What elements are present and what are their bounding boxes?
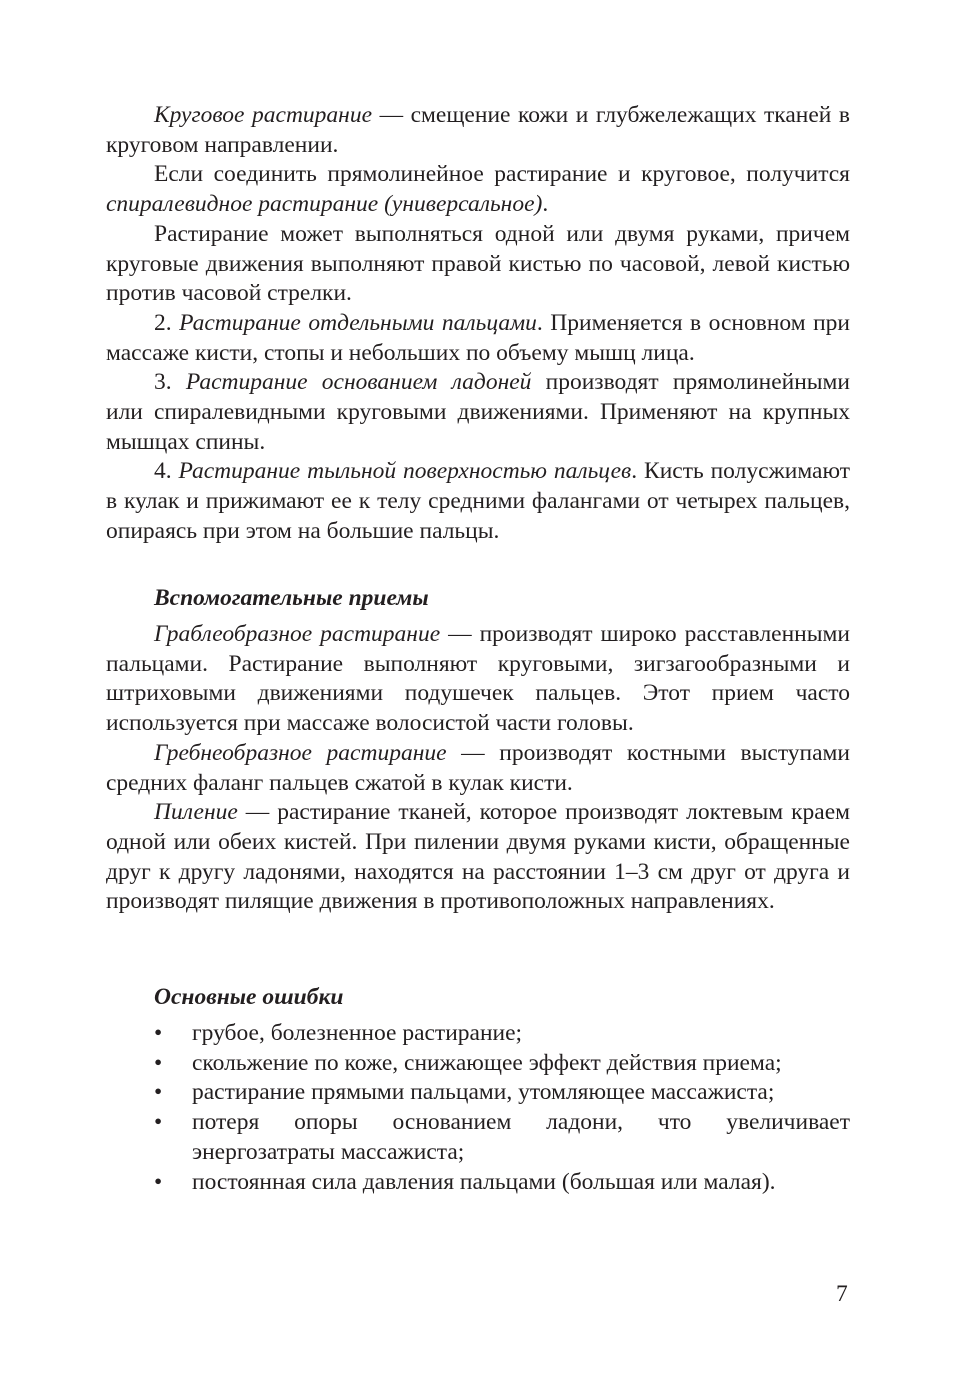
heading-common-mistakes: Основные ошибки xyxy=(154,984,344,1010)
list-item: • потеря опоры основанием ладони, что увеличивает энергозатраты массажиста; xyxy=(154,1109,850,1165)
paragraph-rake-rubbing: Граблеобразное растирание — производят широко расставленными пальцами. Растирание выполняют круговыми, зигзагообразными и штриховыми движениями подушечек пальцев. Этот прием часто используется при массаже волосистой части головы. xyxy=(106,621,850,737)
mistakes-list xyxy=(106,1019,850,1197)
paragraph-item-2: 2. Растирание отдельными пальцами. Применяется в основном при массаже кисти, стопы и небольших по объему мышц лица. xyxy=(106,309,851,366)
heading-auxiliary-techniques: Вспомогательные приемы xyxy=(154,585,429,611)
bullet-icon: • xyxy=(154,1020,163,1046)
term: Пиление xyxy=(154,799,238,826)
section-auxiliary-techniques xyxy=(106,620,850,917)
term: Круговое растирание xyxy=(154,102,373,128)
term: Растирание тыльной поверхностью пальцев xyxy=(178,458,632,485)
term: Гребнеобразное растирание xyxy=(154,739,447,766)
term: Граблеобразное растирание xyxy=(154,621,441,647)
list-item: • скольжение по коже, снижающее эффект действия приема; xyxy=(106,1049,850,1079)
paragraph-comb-rubbing: Гребнеобразное растирание — производят костными выступами средних фаланг пальцев сжатой в кулак кисти. xyxy=(106,739,850,796)
bullet-icon: • xyxy=(154,1109,163,1136)
list-item: • постоянная сила давления пальцами (большая или малая). xyxy=(106,1168,850,1198)
paragraph-item-3: 3. Растирание основанием ладоней производят прямолинейными или спиралевидными круговыми движениями. Применяют на крупных мышцах спины. xyxy=(106,369,851,455)
section-rubbing-types xyxy=(106,101,850,547)
term: Растирание отдельными пальцами xyxy=(179,309,537,336)
paragraph-hands: Растирание может выполняться одной или двумя руками, причем круговые движения выполняют правой кистью по часовой, левой кистью против часовой стрелки. xyxy=(106,220,850,307)
paragraph-sawing: Пиление — растирание тканей, которое производят локтевым краем одной или обеих кистей. При пилении двумя руками кисти, обращенные друг к другу ладонями, находятся на расстоянии 1–3 см друг от друга и производят пилящие движения в противоположных направлениях. xyxy=(106,799,850,915)
paragraph-spiral-rubbing: Если соединить прямолинейное растирание и круговое, получится спиралевидное растирание (универсальное). xyxy=(106,161,850,218)
list-item: • растирание прямыми пальцами, утомляющее массажиста; xyxy=(106,1078,850,1108)
page-number: 7 xyxy=(836,1281,848,1307)
term: спиралевидное растирание (универсальное) xyxy=(106,191,543,218)
paragraph-circular-rubbing: Круговое растирание — смещение кожи и глубжележащих тканей в круговом направлении. xyxy=(106,102,850,158)
bullet-icon: • xyxy=(154,1079,163,1106)
term: Растирание основанием ладоней xyxy=(185,369,532,396)
list-item: • грубое, болезненное растирание; xyxy=(106,1019,850,1049)
bullet-icon: • xyxy=(154,1168,163,1195)
paragraph-item-4: 4. Растирание тыльной поверхностью пальцев. Кисть полусжимают в кулак и прижимают ее к телу средними фалангами от четырех пальцев, опираясь при этом на большие пальцы. xyxy=(106,458,850,544)
bullet-icon: • xyxy=(154,1049,163,1076)
